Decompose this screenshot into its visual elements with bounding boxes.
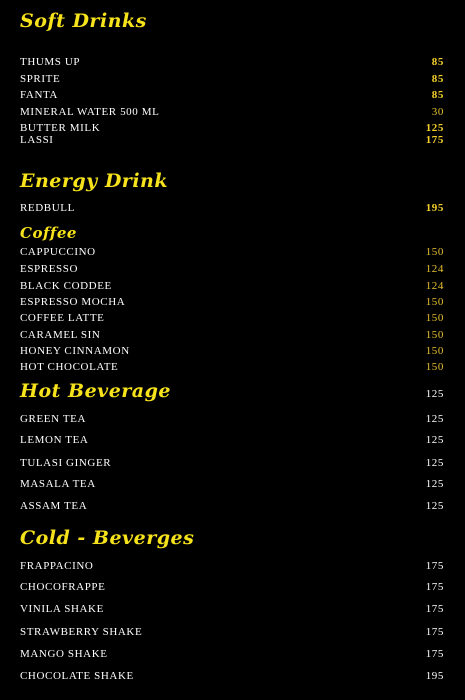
item-price: 30 (431, 106, 444, 118)
item-price: 150 (425, 246, 444, 258)
item-price: 124 (425, 263, 444, 275)
menu-item (20, 88, 444, 102)
item-price: 85 (431, 89, 444, 101)
menu-item (20, 72, 444, 86)
item-price: 175 (425, 581, 444, 593)
item-name: FANTA (20, 89, 58, 101)
item-price: 175 (425, 648, 444, 660)
section-title-cold-beverages: Cold - Beverges (20, 527, 195, 549)
menu-item (20, 295, 444, 309)
item-name: CHOCOFRAPPE (20, 581, 106, 593)
menu-item (20, 328, 444, 342)
menu-item (20, 105, 444, 119)
item-price: 175 (425, 603, 444, 615)
item-name: MASALA TEA (20, 478, 96, 490)
menu-item (20, 647, 444, 661)
item-price: 175 (425, 626, 444, 638)
menu-item (20, 262, 444, 276)
item-name: MINERAL WATER 500 ML (20, 106, 160, 118)
menu-item (20, 360, 444, 374)
item-name: ASSAM TEA (20, 500, 88, 512)
menu-item (20, 477, 444, 491)
menu-item (20, 625, 444, 639)
item-name: GREEN TEA (20, 413, 86, 425)
item-name: STRAWBERRY SHAKE (20, 626, 143, 638)
menu-item (20, 580, 444, 594)
menu-item (20, 133, 444, 147)
section-title-coffee: Coffee (20, 224, 77, 242)
item-name: THUMS UP (20, 56, 81, 68)
item-price: 85 (431, 56, 444, 68)
item-price: 150 (425, 296, 444, 308)
item-price: 125 (425, 500, 444, 512)
section-title-soft-drinks: Soft Drinks (20, 10, 147, 32)
item-price: 175 (425, 134, 444, 146)
item-price: 125 (425, 478, 444, 490)
item-price: 195 (425, 670, 444, 682)
item-price: 195 (425, 202, 444, 214)
section-header-price: 125 (425, 388, 444, 400)
menu-item (20, 602, 444, 616)
menu-item (20, 499, 444, 513)
item-name: LASSI (20, 134, 54, 146)
item-name: TULASI GINGER (20, 457, 112, 469)
item-price: 125 (425, 413, 444, 425)
item-name: VINILA SHAKE (20, 603, 104, 615)
item-name: CHOCOLATE SHAKE (20, 670, 134, 682)
item-name: HOT CHOCOLATE (20, 361, 119, 373)
menu-item (20, 669, 444, 683)
item-price: 150 (425, 329, 444, 341)
item-price: 150 (425, 361, 444, 373)
item-name: SPRITE (20, 73, 61, 85)
item-name: CARAMEL SIN (20, 329, 101, 341)
item-name: BLACK CODDEE (20, 280, 112, 292)
item-name: CAPPUCCINO (20, 246, 96, 258)
section-title-energy-drink: Energy Drink (20, 170, 169, 192)
section-title-hot-beverage: Hot Beverage (20, 380, 171, 402)
item-name: MANGO SHAKE (20, 648, 108, 660)
section-header-hot-beverage (20, 380, 444, 402)
menu-item (20, 279, 444, 293)
item-name: HONEY CINNAMON (20, 345, 130, 357)
item-price: 125 (425, 457, 444, 469)
item-name: BUTTER MILK (20, 122, 101, 134)
item-price: 125 (425, 122, 444, 134)
menu-item (20, 344, 444, 358)
item-price: 124 (425, 280, 444, 292)
menu-item (20, 412, 444, 426)
menu-item (20, 456, 444, 470)
item-price: 150 (425, 345, 444, 357)
menu-item (20, 55, 444, 69)
item-price: 85 (431, 73, 444, 85)
menu-item (20, 433, 444, 447)
item-name: ESPRESSO MOCHA (20, 296, 126, 308)
menu-item (20, 311, 444, 325)
menu-item (20, 559, 444, 573)
item-name: FRAPPACINO (20, 560, 94, 572)
item-price: 175 (425, 560, 444, 572)
item-name: LEMON TEA (20, 434, 89, 446)
menu-item (20, 245, 444, 259)
item-name: ESPRESSO (20, 263, 78, 275)
menu-item (20, 201, 444, 215)
item-price: 125 (425, 434, 444, 446)
item-name: COFFEE LATTE (20, 312, 105, 324)
item-name: REDBULL (20, 202, 75, 214)
item-price: 150 (425, 312, 444, 324)
